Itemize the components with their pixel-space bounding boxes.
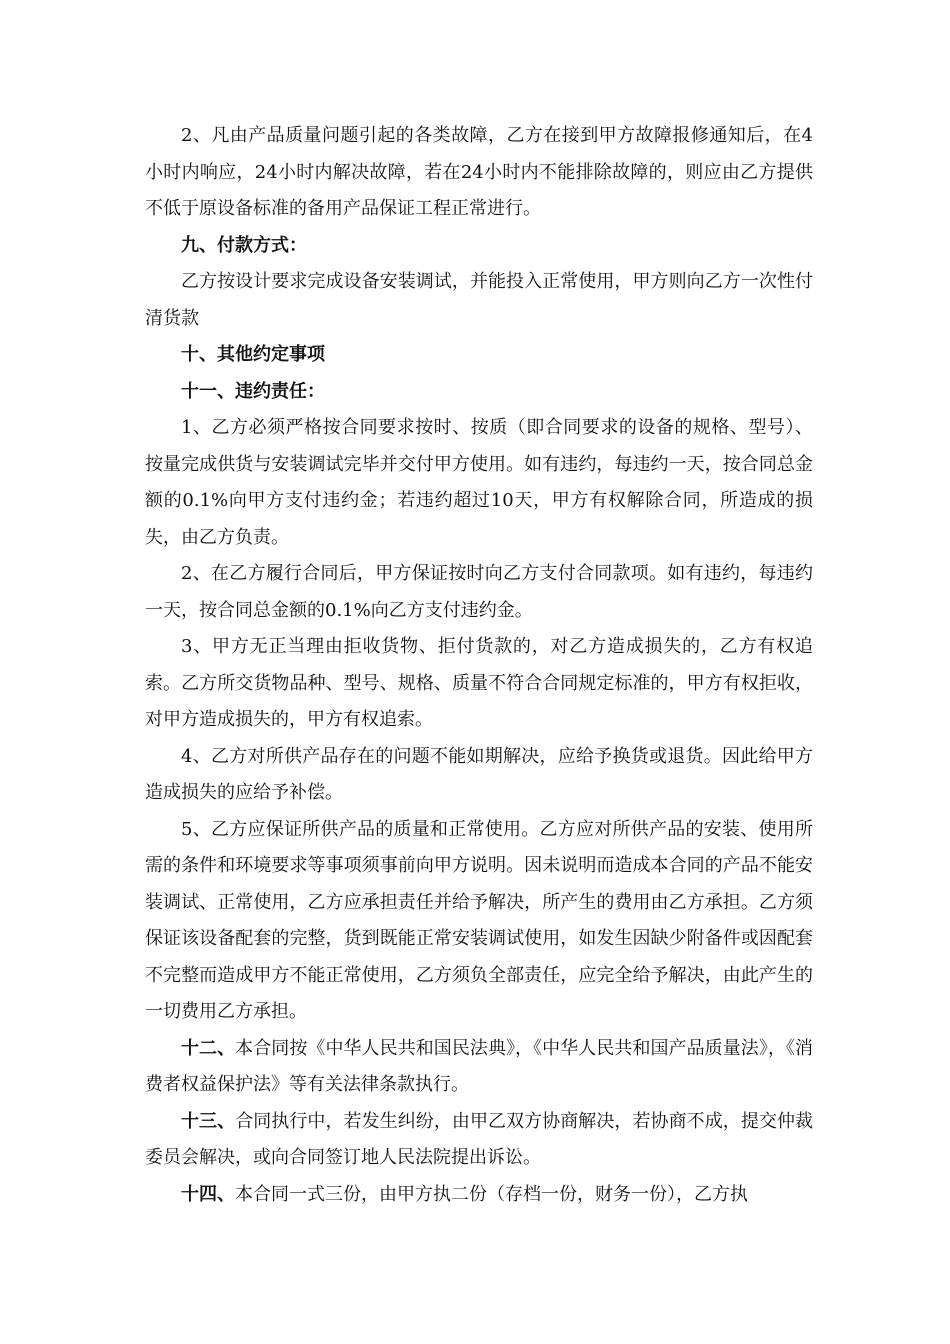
paragraph-copies-text: 本合同一式三份，由甲方执二份（存档一份，财务一份），乙方执	[235, 1183, 748, 1205]
paragraph-fault-response: 2、凡由产品质量问题引起的各类故障，乙方在接到甲方故障报修通知后，在4小时内响应，24小时内解决故障，若在24小时内不能排除故障的，则应由乙方提供不低于原设备标准的备用产品保证工程正常进行。	[145, 125, 813, 219]
paragraph-liability-4: 4、乙方对所供产品存在的问题不能如期解决，应给予换货或退货。因此给甲方造成损失的应给予补偿。	[145, 745, 813, 803]
paragraph-liability-5: 5、乙方应保证所供产品的质量和正常使用。乙方应对所供产品的安装、使用所需的条件和环境要求等事项须事前向甲方说明。因未说明而造成本合同的产品不能安装调试、正常使用，乙方应承担责任并给予解决，所产生的费用由乙方承担。乙方须保证该设备配套的完整，货到既能正常安装调试使用，如发生因缺少附备件或因配套不完整而造成甲方不能正常使用，乙方须负全部责任，应完全给予解决，由此产生的一切费用乙方承担。	[145, 818, 813, 1022]
paragraph-liability-2: 2、在乙方履行合同后，甲方保证按时向乙方支付合同款项。如有违约，每违约一天，按合同总金额的0.1%向乙方支付违约金。	[145, 563, 813, 621]
paragraph-copies	[145, 1177, 813, 1214]
paragraph-applicable-law-text: 本合同按《中华人民共和国民法典》，《中华人民共和国产品质量法》，《消费者权益保护法》等有关法律条款执行。	[145, 1037, 814, 1095]
section-heading-other: 十、其他约定事项	[181, 344, 325, 365]
paragraph-payment: 乙方按设计要求完成设备安装调试，并能投入正常使用，甲方则向乙方一次性付清货款	[145, 271, 813, 329]
section-label-13: 十三、	[181, 1110, 236, 1132]
paragraph-applicable-law	[145, 1031, 813, 1104]
section-label-12: 十二、	[181, 1037, 236, 1059]
paragraph-liability-3: 3、甲方无正当理由拒收货物、拒付货款的，对乙方造成损失的，乙方有权追索。乙方所交货物品种、型号、规格、质量不符合合同规定标准的，甲方有权拒收，对甲方造成损失的，甲方有权追索。	[145, 636, 813, 730]
contract-body	[145, 118, 813, 1213]
section-label-14: 十四、	[181, 1183, 235, 1205]
paragraph-dispute-text: 合同执行中，若发生纠纷，由甲乙双方协商解决，若协商不成，提交仲裁委员会解决，或向合同签订地人民法院提出诉讼。	[145, 1110, 814, 1168]
paragraph-dispute	[145, 1104, 813, 1177]
paragraph-liability-1: 1、乙方必须严格按合同要求按时、按质（即合同要求的设备的规格、型号）、按量完成供货与安装调试完毕并交付甲方使用。如有违约，每违约一天，按合同总金额的0.1%向甲方支付违约金；若违约超过10天，甲方有权解除合同，所造成的损失，由乙方负责。	[145, 417, 813, 548]
section-heading-payment: 九、付款方式：	[181, 234, 307, 256]
section-heading-liability: 十一、违约责任：	[181, 380, 325, 402]
